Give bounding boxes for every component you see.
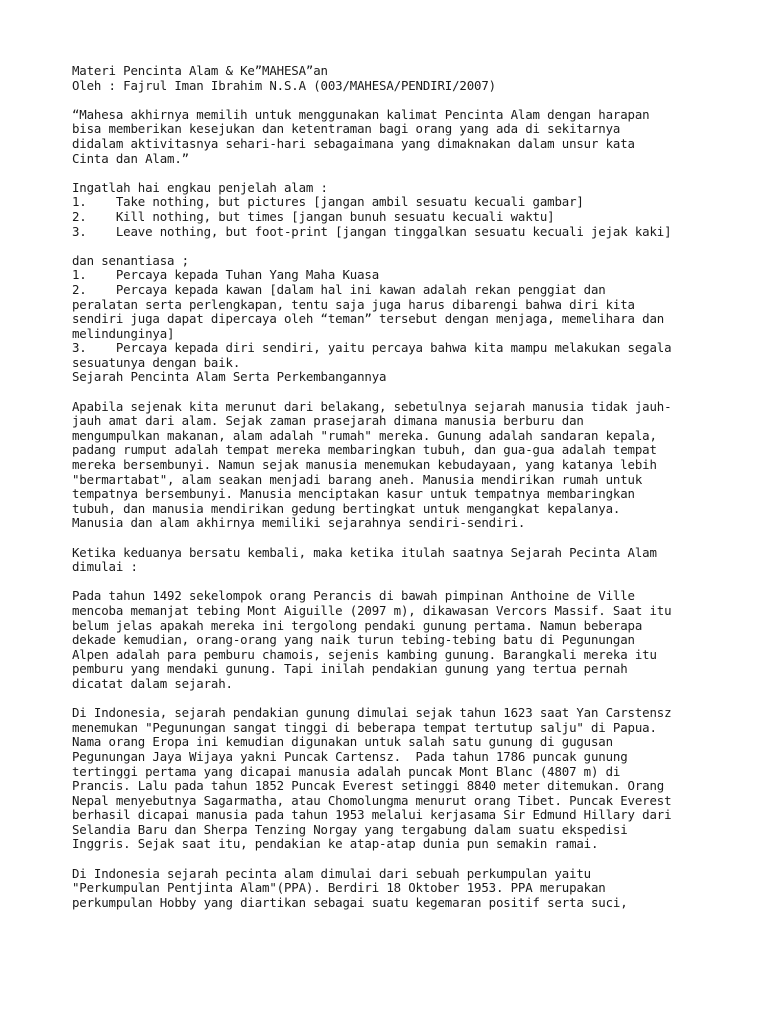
- paragraph-line: jauh amat dari alam. Sejak zaman prasejarah dimana manusia berburu dan: [72, 413, 584, 429]
- history-paragraph-5: [72, 867, 732, 911]
- spacer: [72, 692, 732, 707]
- always-line: peralatan serta perlengkapan, tentu saja juga harus dibarengi bahwa diri kita: [72, 296, 635, 312]
- explorer-list-item: 2. Kill nothing, but times [jangan bunuh sesuatu kecuali waktu]: [72, 208, 555, 224]
- always-heading: dan senantiasa ;: [72, 252, 189, 268]
- history-paragraph-1: [72, 400, 732, 531]
- explorer-list-item: 3. Leave nothing, but foot-print [jangan tinggalkan sesuatu kecuali jejak kaki]: [72, 223, 672, 239]
- spacer: [72, 852, 732, 867]
- spacer: [72, 575, 732, 590]
- always-line: melindunginya]: [72, 325, 175, 341]
- document-page: [72, 64, 732, 910]
- quote-line: Cinta dan Alam.”: [72, 150, 189, 166]
- section-heading: Sejarah Pencinta Alam Serta Perkembangannya: [72, 369, 387, 385]
- always-line: 2. Percaya kepada kawan [dalam hal ini kawan adalah rekan penggiat dan: [72, 281, 606, 297]
- paragraph-line: Prancis. Lalu pada tahun 1852 Puncak Everest setinggi 8840 meter ditemukan. Orang: [72, 778, 665, 794]
- document-title: Materi Pencinta Alam & Ke”MAHESA”an: [72, 63, 328, 78]
- spacer: [72, 531, 732, 546]
- paragraph-line: Di Indonesia sejarah pecinta alam dimulai dari sebuah perkumpulan yaitu: [72, 865, 591, 881]
- paragraph-line: tubuh, dan manusia mendirikan gedung bertingkat untuk mengangkat kepalanya.: [72, 500, 621, 516]
- document-author: Oleh : Fajrul Iman Ibrahim N.S.A (003/MAHESA/PENDIRI/2007): [72, 77, 496, 93]
- paragraph-line: pemburu yang mendaki gunung. Tapi inilah pendakian gunung yang tertua pernah: [72, 661, 628, 677]
- paragraph-line: Nepal menyebutnya Sagarmatha, atau Chomolungma menurut orang Tibet. Puncak Everest: [72, 792, 672, 808]
- history-paragraph-4: [72, 706, 732, 852]
- paragraph-line: Apabila sejenak kita merunut dari belakang, sebetulnya sejarah manusia tidak jauh-: [72, 398, 672, 414]
- explorer-list-item: 1. Take nothing, but pictures [jangan ambil sesuatu kecuali gambar]: [72, 194, 584, 210]
- paragraph-line: "Perkumpulan Pentjinta Alam"(PPA). Berdiri 18 Oktober 1953. PPA merupakan: [72, 880, 606, 896]
- paragraph-line: Di Indonesia, sejarah pendakian gunung dimulai sejak tahun 1623 saat Yan Carstensz: [72, 705, 672, 721]
- quote-line: bisa memberikan kesejukan dan ketentraman bagi orang yang ada di sekitarnya: [72, 121, 621, 137]
- paragraph-line: tertinggi pertama yang dicapai manusia adalah puncak Mont Blanc (4807 m) di: [72, 763, 621, 779]
- paragraph-line: dicatat dalam sejarah.: [72, 675, 233, 691]
- paragraph-line: padang rumput adalah tempat mereka membaringkan tubuh, dan gua-gua adalah tempat: [72, 442, 657, 458]
- always-line: 1. Percaya kepada Tuhan Yang Maha Kuasa: [72, 267, 380, 283]
- explorer-section: [72, 181, 732, 239]
- paragraph-line: berhasil dicapai manusia pada tahun 1953 melalui kerjasama Sir Edmund Hillary dari: [72, 807, 672, 823]
- paragraph-line: Nama orang Eropa ini kemudian digunakan untuk salah satu gunung di gugusan: [72, 734, 613, 750]
- quote-line: “Mahesa akhirnya memilih untuk menggunakan kalimat Pencinta Alam dengan harapan: [72, 106, 650, 122]
- paragraph-line: Inggris. Sejak saat itu, pendakian ke atap-atap dunia pun semakin ramai.: [72, 836, 599, 852]
- intro-quote: [72, 108, 732, 166]
- paragraph-line: Ketika keduanya bersatu kembali, maka ketika itulah saatnya Sejarah Pecinta Alam: [72, 544, 657, 560]
- spacer: [72, 93, 732, 108]
- paragraph-line: "bermartabat", alam seakan menjadi barang aneh. Manusia mendirikan rumah untuk: [72, 471, 643, 487]
- paragraph-line: mereka bersembunyi. Namun sejak manusia menemukan kebudayaan, yang katanya lebih: [72, 457, 657, 473]
- paragraph-line: mengumpulkan makanan, alam adalah "rumah" mereka. Gunung adalah sandaran kepala,: [72, 427, 657, 443]
- paragraph-line: Pada tahun 1492 sekelompok orang Perancis di bawah pimpinan Anthoine de Ville: [72, 588, 635, 604]
- paragraph-line: Pegunungan Jaya Wijaya yakni Puncak Cartensz. Pada tahun 1786 puncak gunung: [72, 748, 628, 764]
- always-section: [72, 254, 732, 385]
- paragraph-line: tempatnya bersembunyi. Manusia menciptakan kasur untuk tempatnya membaringkan: [72, 486, 635, 502]
- paragraph-line: Alpen adalah para pemburu chamois, sejenis kambing gunung. Barangkali mereka itu: [72, 646, 657, 662]
- history-paragraph-2: [72, 546, 732, 575]
- paragraph-line: Selandia Baru dan Sherpa Tenzing Norgay yang tergabung dalam suatu ekspedisi: [72, 821, 628, 837]
- spacer: [72, 239, 732, 254]
- always-line: 3. Percaya kepada diri sendiri, yaitu percaya bahwa kita mampu melakukan segala: [72, 340, 672, 356]
- paragraph-line: dekade kemudian, orang-orang yang naik turun tebing-tebing batu di Pegunungan: [72, 632, 635, 648]
- history-paragraph-3: [72, 589, 732, 691]
- always-line: sesuatunya dengan baik.: [72, 354, 241, 370]
- quote-line: didalam aktivitasnya sehari-hari sebagaimana yang dimaknakan dalam unsur kata: [72, 135, 635, 151]
- paragraph-line: menemukan "Pegunungan sangat tinggi di beberapa tempat tertutup salju" di Papua.: [72, 719, 657, 735]
- paragraph-line: Manusia dan alam akhirnya memiliki sejarahnya sendiri-sendiri.: [72, 515, 526, 531]
- always-line: sendiri juga dapat dipercaya oleh “teman” tersebut dengan menjaga, memelihara dan: [72, 311, 665, 327]
- explorer-heading: Ingatlah hai engkau penjelah alam :: [72, 179, 328, 195]
- paragraph-line: dimulai :: [72, 559, 138, 575]
- paragraph-line: perkumpulan Hobby yang diartikan sebagai suatu kegemaran positif serta suci,: [72, 894, 628, 910]
- spacer: [72, 166, 732, 181]
- spacer: [72, 385, 732, 400]
- paragraph-line: belum jelas apakah mereka ini tergolong pendaki gunung pertama. Namun beberapa: [72, 617, 643, 633]
- paragraph-line: mencoba memanjat tebing Mont Aiguille (2097 m), dikawasan Vercors Massif. Saat itu: [72, 602, 672, 618]
